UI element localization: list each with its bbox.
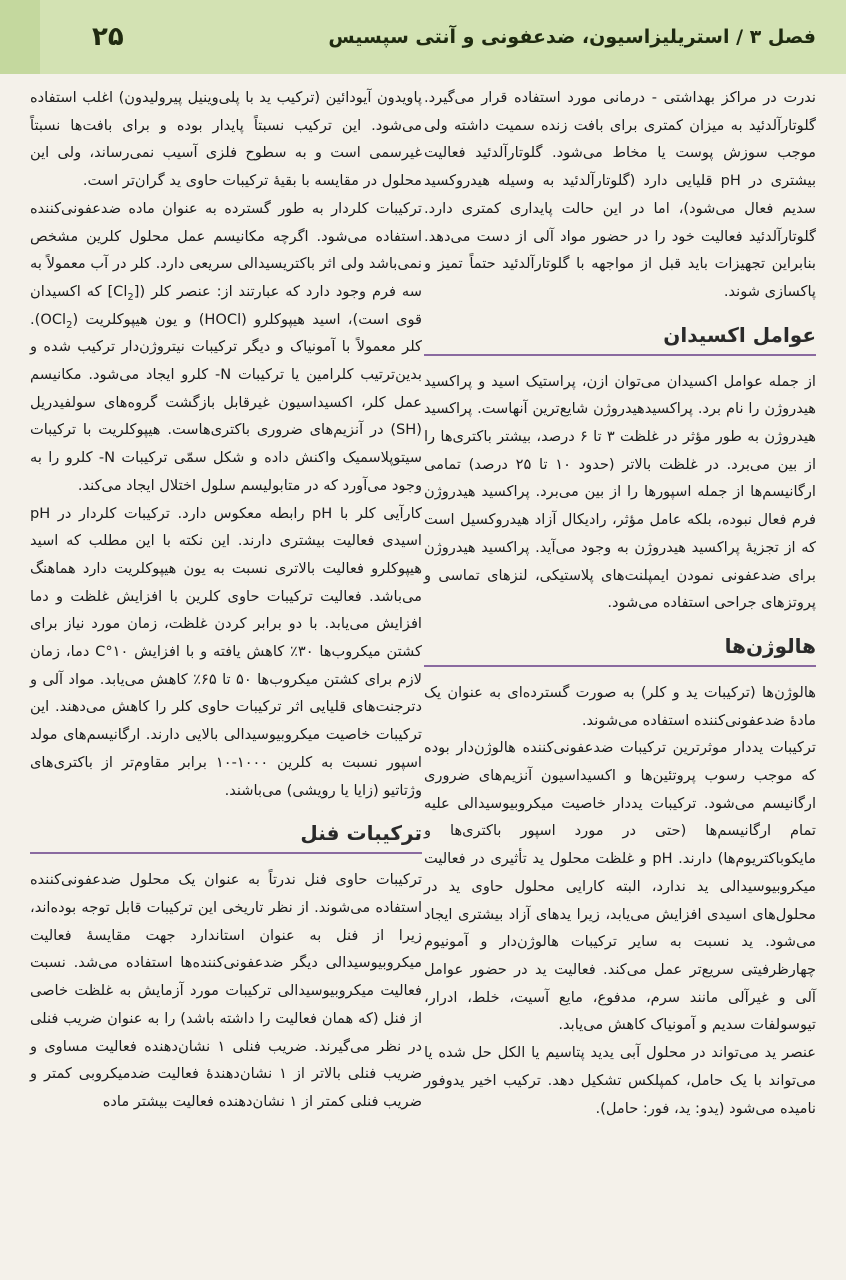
glutaraldehyde-paragraph: ندرت در مراکز بهداشتی - درمانی مورد استفاده قرار می‌گیرد. گلوتارآلدئید به میزان کمتری برای بافت زنده سمیت داشته ولی موجب سوزش پوست یا مخاط می‌شود. گلوتارآلدئید فعالیت بیشتری در pH قلیایی دارد (گلوتارآلدئید به وسیله هیدروکسید سدیم فعال می‌شود)، اما در این حالت پایداری کمتری دارد. گلوتارآلدئید فعالیت خود را در حضور مواد آلی از دست می‌دهد. بنابراین تجهیزات باید قبل از مواجهه با گلوتارآلدئید حتماً تمیز و پاکسازی شوند. — [424, 89, 817, 300]
chapter-title: فصل ۳ / استریلیزاسیون، ضدعفونی و آنتی سپسیس — [328, 26, 816, 48]
right-column — [424, 84, 816, 1122]
halogens-heading: هالوژن‌ها — [424, 631, 816, 667]
oxidizers-heading: عوامل اکسیدان — [424, 320, 816, 356]
halogens-paragraph-1: هالوژن‌ها (ترکیبات ید و کلر) به صورت گسترده‌ای به عنوان یک مادهٔ ضدعفونی‌کننده استفاده می‌شوند. — [424, 683, 816, 729]
chlorine-ph-paragraph: کارآیی کلر با pH رابطه معکوس دارد. ترکیبات کلردار در pH اسیدی فعالیت بیشتری دارند. این نکته با این مطلب که اسید هیپوکلرو فعالیت بالاتری نسبت به یون هیپوکلریت دارد هماهنگ می‌باشد. فعالیت ترکیبات حاوی کلرین با افزایش غلظت و دما افزایش می‌یابد. با دو برابر کردن غلظت، زمان مورد نیاز برای کشتن میکروب‌ها ۳۰٪ کاهش یافته و با افزایش ۱۰°C دما، زمان لازم برای کشتن میکروب‌ها ۵۰ تا ۶۵٪ کاهش می‌یابد. مواد آلی و دترجنت‌های قلیایی اثر ترکیبات حاوی کلر را کاهش می‌دهند. این ترکیبات خاصیت میکروبیوسیدالی بالایی دارند. ارگانیسم‌های مولد اسپور نسبت به کلرین ۱۰۰۰-۱۰ برابر مقاوم‌تر از باکتری‌های وژتاتیو (زایا یا رویشی) می‌باشند. — [30, 504, 423, 799]
halogens-paragraph-2: ترکیبات یددار موثرترین ترکیبات ضدعفونی‌کننده هالوژن‌دار بوده که موجب رسوب پروتئین‌ها و اکسیداسیون آنزیم‌های ضروری ارگانیسم می‌شود. ترکیبات یددار خاصیت میکروبیوسیدالی علیه تمام ارگانیسم‌ها (حتی در مورد اسپور باکتری‌ها و مایکوباکتریوم‌ها) دارند. pH و غلظت محلول ید تأثیری در فعالیت میکروبیوسیدالی ید ندارد، البته کارایی محلول حاوی ید در محلول‌های اسیدی افزایش می‌یابد، زیرا یدهای آزاد بیشتری ایجاد می‌شود. ید نسبت به سایر ترکیبات هالوژن‌دار و آمونیوم چهارظرفیتی سریع‌تر عمل می‌کند. فعالیت ید در حضور عوامل آلی و غیرآلی مانند سرم، مدفوع، مایع آسیت، خلط، ادرار، تیوسولفات سدیم و آمونیاک کاهش می‌یابد. — [424, 739, 816, 1034]
chlorine-text-b: ] که اکسیدان قوی است)، اسید هیپوکلرو (HOCl) و یون هیپوکلریت (OCl — [30, 282, 422, 328]
phenol-heading: ترکیبات فنل — [30, 818, 422, 854]
chlorine-paragraph — [30, 195, 422, 500]
cl2-subscript: 2 — [127, 291, 134, 303]
left-column — [30, 84, 422, 1116]
chlorine-text-c: ). کلر معمولاً با آمونیاک و دیگر ترکیبات نیتروژن‌دار ترکیب شده و بدین‌ترتیب کلرامین یا ترکیبات N- کلرو ایجاد می‌شود. مکانیسم عمل کلر، اکسیداسیون غیرقابل بازگشت گروه‌های سولفیدریل (SH) در آنزیم‌های ضروری باکتری‌هاست. هیپوکلریت با ترکیبات سیتوپلاسمیک واکنش داده و شکل سمّی ترکیبات N- کلرو را به وجود می‌آورد که در متابولیسم سلول اختلال ایجاد می‌کند. — [30, 310, 422, 494]
chlorine-text-a: ترکیبات کلردار به طور گسترده به عنوان ماده ضدعفونی‌کننده استفاده می‌شود. اگرچه مکانیسم عمل محلول کلرین مشخص نمی‌باشد ولی اثر باکتریسیدالی سریعی دارد. کلر در آب معمولاً به سه فرم وجود دارد که عبارتند از: عنصر کلر ( — [30, 199, 422, 300]
page-number: ۲۵ — [92, 22, 124, 52]
phenol-paragraph: ترکیبات حاوی فنل ندرتاً به عنوان یک محلول ضدعفونی‌کننده استفاده می‌شوند. از نظر تاریخی این ترکیبات قابل توجه بوده‌اند، زیرا از فنل به عنوان استاندارد جهت مقایسهٔ فعالیت میکروبیوسیدالی دیگر ضدعفونی‌کننده‌ها استفاده می‌شد. نسبت فعالیت میکروبیوسیدالی ترکیبات مورد آزمایش به غلظت خاصی از فنل (که همان فعالیت را داشته باشد) را به عنوان ضریب فنلی در نظر می‌گیرند. ضریب فنلی ۱ نشان‌دهنده فعالیت مساوی و ضریب فنلی بالاتر از ۱ نشان‌دهندهٔ فعالیت ضدمیکروبی کمتر و ضریب فنلی کمتر از ۱ نشان‌دهنده فعالیت بیشتر ماده — [30, 871, 422, 1110]
halogens-paragraph-3: عنصر ید می‌تواند در محلول آبی یدید پتاسیم یا الکل حل شده یا می‌تواند با یک حامل، کمپلکس تشکیل دهد. ترکیب اخیر یدوفور نامیده می‌شود (یدو: ید، فور: حامل). — [424, 1044, 816, 1117]
oxidizers-paragraph: از جمله عوامل اکسیدان می‌توان ازن، پراستیک اسید و پراکسید هیدروژن را نام برد. پراکسیدهیدروژن شایع‌ترین آنهاست. پراکسید هیدروژن به طور مؤثر در غلظت ۳ تا ۶ درصد، بیشتر باکتری‌ها را از بین می‌برد. در غلظت بالاتر (حدود ۱۰ تا ۲۵ درصد) تمامی ارگانیسم‌ها از جمله اسپورها را از بین می‌برد. پراکسید هیدروژن فرم فعال نبوده، بلکه عامل مؤثر، رادیکال آزاد هیدروکسیل است که از تجزیهٔ پراکسید هیدروژن به وجود می‌آید. پراکسید هیدروژن برای ضدعفونی نمودن ایمپلنت‌های پلاستیکی، لنزهای تماسی و پروتزهای جراحی استفاده می‌شود. — [424, 372, 816, 612]
ocl2-subscript: 2 — [66, 319, 73, 331]
cl2-formula: [Cl — [113, 282, 140, 300]
header-accent-strip — [0, 0, 40, 74]
povidone-paragraph: پاویدون آیودائین (ترکیب ید با پلی‌وینیل پیرولیدون) اغلب استفاده می‌شود. این ترکیب نسبتاً پایدار بوده و برای بافت‌ها نسبتاً غیرسمی است و به سطوح فلزی آسیب نمی‌رساند، ولی این محلول در مقایسه با بقیهٔ ترکیبات حاوی ید گران‌تر است. — [30, 89, 422, 190]
page-header — [0, 0, 846, 74]
